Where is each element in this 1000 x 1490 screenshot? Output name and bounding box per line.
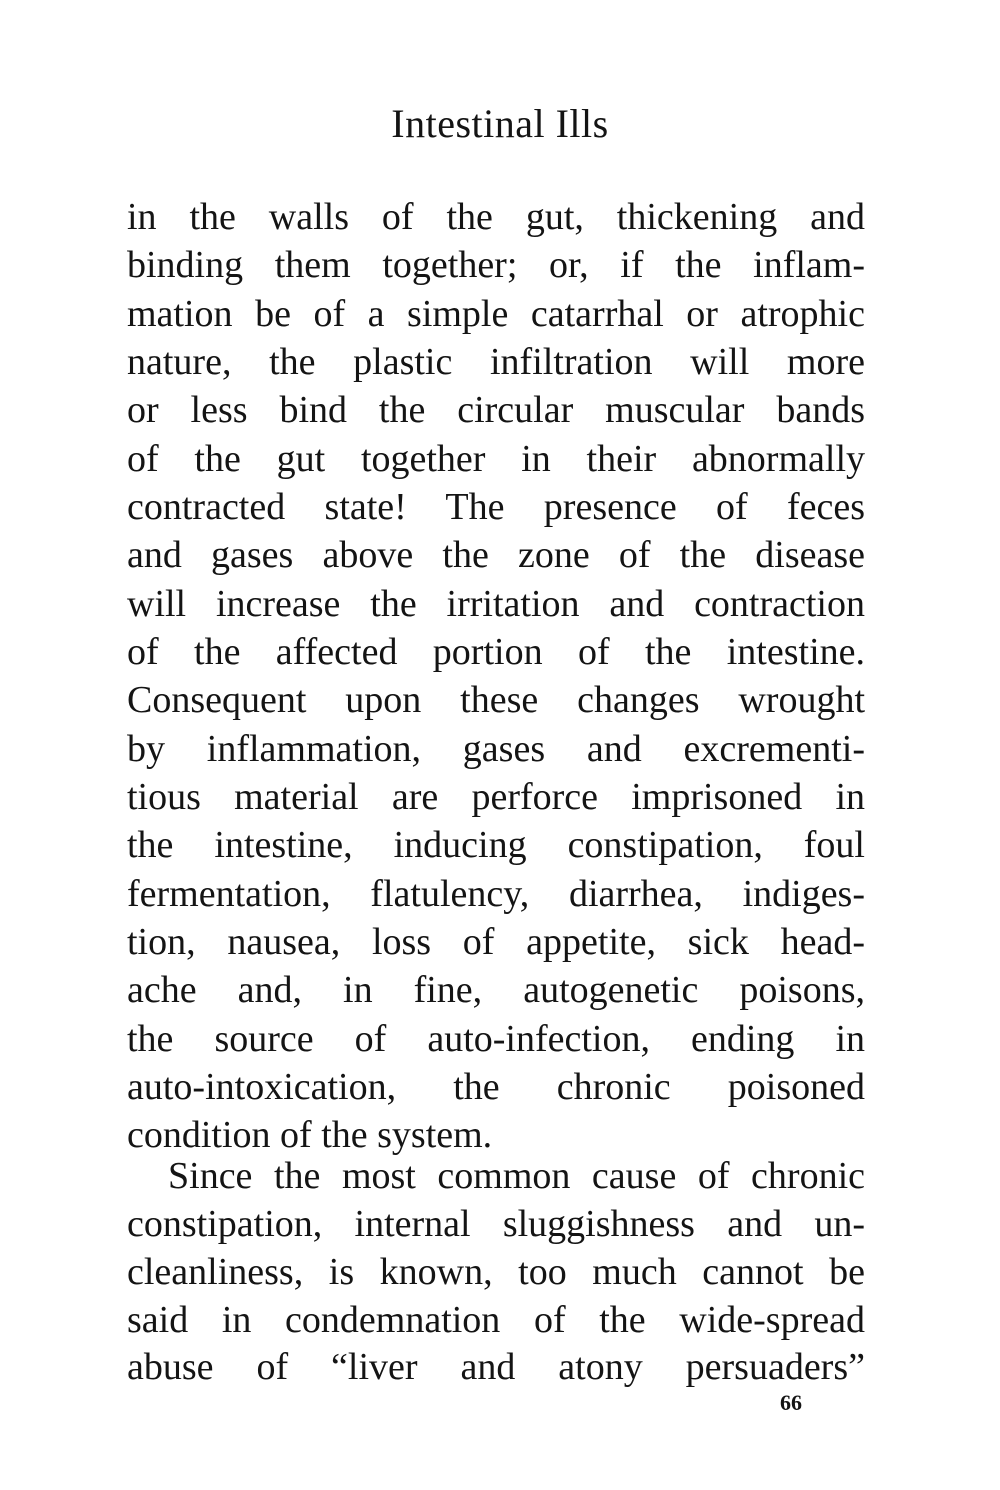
text-line: condition of the system.	[127, 1114, 493, 1156]
text-line: tious material are perforce imprisoned in	[127, 776, 865, 818]
text-line: binding them together; or, if the inflam-	[127, 244, 865, 286]
text-line: cleanliness, is known, too much cannot be	[127, 1251, 865, 1293]
text-line: constipation, internal sluggishness and un-	[127, 1203, 865, 1245]
text-line: the source of auto-infection, ending in	[127, 1018, 865, 1060]
page-number: 66	[780, 1390, 802, 1415]
text-line: Consequent upon these changes wrought	[127, 679, 865, 721]
text-line: will increase the irritation and contraction	[127, 583, 865, 625]
text-line: in the walls of the gut, thickening and	[127, 196, 865, 238]
text-line: of the gut together in their abnormally	[127, 438, 865, 480]
text-line: the intestine, inducing constipation, foul	[127, 824, 865, 866]
running-head: Intestinal Ills	[391, 101, 609, 146]
text-line: fermentation, flatulency, diarrhea, indiges-	[127, 873, 865, 915]
text-line: by inflammation, gases and excrementi-	[127, 728, 865, 770]
text-line: mation be of a simple catarrhal or atrophic	[127, 293, 865, 335]
text-line: nature, the plastic infiltration will more	[127, 341, 865, 383]
text-line: said in condemnation of the wide-spread	[127, 1299, 865, 1341]
text-line: auto-intoxication, the chronic poisoned	[127, 1066, 865, 1108]
text-line: ache and, in fine, autogenetic poisons,	[127, 969, 865, 1011]
text-line: contracted state! The presence of feces	[127, 486, 865, 528]
text-line: abuse of “liver and atony persuaders”	[127, 1346, 865, 1388]
text-line: and gases above the zone of the disease	[127, 534, 865, 576]
text-line: or less bind the circular muscular bands	[127, 389, 865, 431]
text-line: of the affected portion of the intestine.	[127, 631, 865, 673]
text-line: tion, nausea, loss of appetite, sick head-	[127, 921, 865, 963]
text-line: Since the most common cause of chronic	[168, 1155, 865, 1197]
